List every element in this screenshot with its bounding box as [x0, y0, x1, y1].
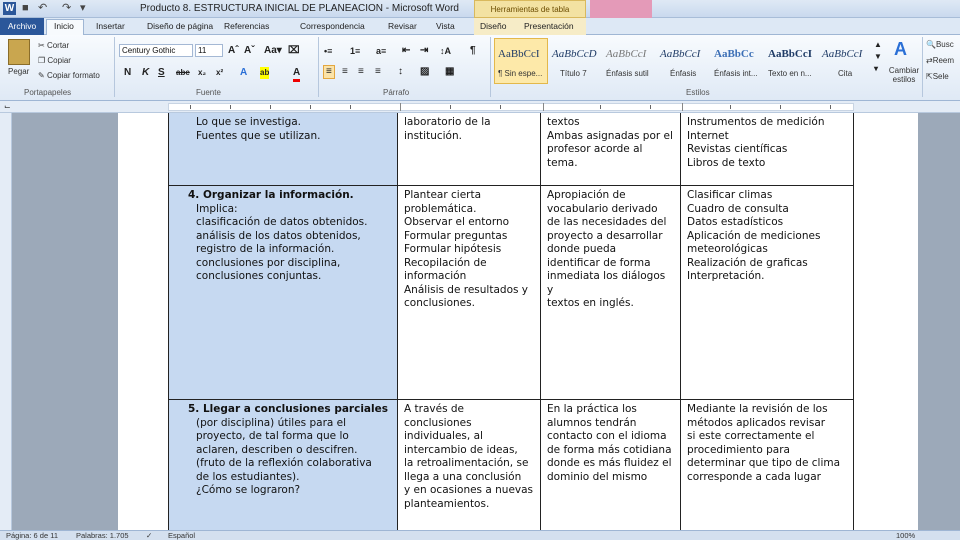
- document-area[interactable]: [12, 113, 960, 530]
- cell-line: Formular hipótesis: [404, 243, 502, 255]
- cell-line: En la práctica los: [547, 403, 637, 415]
- cell-line: Revistas científicas: [687, 143, 788, 155]
- tab-table-layout[interactable]: Presentación: [524, 21, 574, 31]
- style-preview[interactable]: AaBbCcI: [768, 48, 813, 60]
- style-preview[interactable]: AaBbCcI: [498, 48, 540, 60]
- cell-line: donde pueda: [547, 243, 617, 255]
- font-color-icon[interactable]: A: [293, 67, 300, 82]
- redo-icon[interactable]: ↷: [62, 2, 72, 14]
- table-cell[interactable]: [398, 400, 541, 531]
- group-divider: [318, 37, 319, 97]
- vertical-ruler[interactable]: [0, 113, 12, 530]
- group-divider: [490, 37, 491, 97]
- cell-line: información: [404, 270, 467, 282]
- cell-line: tema.: [547, 156, 578, 169]
- document-page[interactable]: [118, 113, 918, 530]
- decrease-indent-icon[interactable]: ⇤: [402, 45, 411, 56]
- cell-line: A través de conclusiones: [404, 403, 472, 429]
- cell-line: aclaren, describen o descifren.: [196, 443, 358, 456]
- cell-line: (fruto de la reflexión colaborativa: [196, 457, 372, 469]
- font-group-label: Fuente: [196, 88, 221, 97]
- ruler-tick: [270, 105, 271, 109]
- cell-line: contacto con el idioma: [547, 430, 667, 442]
- show-marks-icon[interactable]: ¶: [470, 45, 476, 56]
- ruler-tick: [650, 105, 651, 109]
- cell-line: conclusiones.: [404, 297, 475, 309]
- table-tools-context-label: Herramientas de tabla: [474, 0, 586, 18]
- borders-icon[interactable]: ▦: [445, 66, 455, 77]
- cell-line: profesor acorde al: [547, 143, 643, 155]
- zoom-level[interactable]: 100%: [896, 531, 916, 540]
- table-cell[interactable]: [398, 186, 541, 400]
- change-case-icon[interactable]: Aa▾: [264, 45, 282, 56]
- highlight-icon[interactable]: ab: [260, 68, 270, 77]
- shrink-font-icon[interactable]: Aˇ: [244, 45, 255, 56]
- strikethrough-button[interactable]: abe: [176, 68, 190, 77]
- cell-line: dominio del mismo: [547, 470, 648, 483]
- cell-line: y en ocasiones a nuevas: [404, 484, 534, 496]
- ruler-tick: [500, 105, 501, 109]
- ruler-tick: [230, 105, 231, 109]
- cell-line: determinar que tipo de clima: [687, 457, 841, 469]
- style-heading-7[interactable]: Título 7: [560, 69, 587, 78]
- ruler-tick: [730, 105, 731, 109]
- bullets-icon[interactable]: •≡: [324, 46, 333, 56]
- table-cell[interactable]: [169, 186, 398, 400]
- cell-line: Realización de graficas: [687, 256, 808, 269]
- style-emphasis[interactable]: Énfasis: [670, 69, 697, 78]
- cell-line: planteamientos.: [404, 497, 490, 510]
- cell-line: laboratorio de la: [404, 116, 491, 128]
- tab-file[interactable]: Archivo: [0, 18, 44, 35]
- change-styles-button[interactable]: Cambiar estilos: [888, 66, 920, 84]
- cell-line: Análisis de resultados y: [404, 283, 529, 296]
- align-left-button[interactable]: ≡: [323, 65, 335, 79]
- cell-line: Lo que se investiga.: [196, 116, 301, 128]
- cell-line: Ambas asignadas por el: [547, 129, 673, 142]
- cell-line: de forma más cotidiana: [547, 443, 672, 456]
- font-family-select[interactable]: Century Gothic: [119, 44, 193, 57]
- format-painter-button[interactable]: ✎ Copiar formato: [38, 71, 100, 80]
- ruler-tick: [450, 105, 451, 109]
- table-cell[interactable]: [681, 186, 854, 400]
- font-size-select[interactable]: 11: [195, 44, 223, 57]
- style-preview[interactable]: AaBbCcI: [660, 48, 701, 60]
- select-button[interactable]: ⇱Sele: [926, 72, 949, 81]
- page-count[interactable]: Página: 6 de 11: [6, 531, 58, 540]
- cell-line: problemática.: [404, 202, 477, 215]
- group-divider: [922, 37, 923, 97]
- table-cell[interactable]: [681, 113, 854, 186]
- cell-line: la retroalimentación, se: [404, 457, 529, 469]
- bold-button[interactable]: N: [124, 67, 132, 78]
- tab-table-design[interactable]: Diseño: [480, 21, 507, 31]
- replace-button[interactable]: ⇄Reem: [926, 56, 955, 65]
- italic-button[interactable]: K: [142, 67, 150, 78]
- align-right-button[interactable]: ≡: [358, 66, 364, 77]
- cell-line: Plantear cierta: [404, 189, 482, 201]
- column-marker[interactable]: [682, 103, 683, 111]
- cell-line: Cuadro de consulta: [687, 202, 789, 215]
- clipboard-group-label: Portapapeles: [24, 88, 72, 97]
- horizontal-ruler[interactable]: [0, 101, 960, 113]
- undo-icon[interactable]: ↶: [38, 2, 48, 14]
- cell-line: intercambio de ideas,: [404, 443, 518, 456]
- superscript-button[interactable]: x²: [216, 68, 224, 77]
- cell-line: Internet: [687, 129, 729, 142]
- sort-icon[interactable]: ↕A: [440, 46, 451, 56]
- copy-button[interactable]: ❐ Copiar: [38, 56, 71, 65]
- underline-button[interactable]: S: [158, 67, 165, 78]
- tab-page-layout[interactable]: Diseño de página: [147, 21, 214, 31]
- cell-line: Recopilación de: [404, 256, 487, 269]
- cut-button[interactable]: ✂ Cortar: [38, 41, 70, 50]
- style-no-spacing[interactable]: ¶ Sin espe...: [498, 69, 543, 78]
- cell-line: Formular preguntas: [404, 229, 508, 242]
- grow-font-icon[interactable]: Aˆ: [228, 45, 239, 56]
- cell-line: Instrumentos de medición: [687, 116, 825, 128]
- ribbon: [0, 35, 960, 101]
- cell-line: Implica:: [196, 202, 238, 215]
- subscript-button[interactable]: x₂: [198, 68, 207, 77]
- cell-line: individuales, al: [404, 430, 483, 442]
- save-icon[interactable]: ■: [22, 2, 29, 14]
- cell-line: vocabulario derivado: [547, 202, 658, 215]
- paragraph-group-label: Párrafo: [383, 88, 410, 97]
- ruler-tick: [190, 105, 191, 109]
- cell-line: Libros de texto: [687, 156, 766, 169]
- cell-line: donde es más fluidez el: [547, 457, 672, 469]
- style-preview[interactable]: AaBbCcI: [822, 48, 863, 60]
- cut-label: Cortar: [46, 41, 70, 50]
- cell-line: Fuentes que se utilizan.: [196, 129, 321, 142]
- ruler-tick: [780, 105, 781, 109]
- tab-mailings[interactable]: Correspondencia: [300, 21, 365, 31]
- styles-group-label: Estilos: [686, 88, 710, 97]
- styles-scroll-icon[interactable]: ▲ ▼ ▾: [874, 40, 882, 73]
- cell-line: Datos estadísticos: [687, 216, 784, 228]
- planning-table[interactable]: [168, 113, 854, 530]
- find-label: Busc: [935, 40, 954, 49]
- table-cell[interactable]: [169, 113, 398, 186]
- cell-line: de las necesidades del: [547, 216, 667, 228]
- cell-line: (por disciplina) útiles para el: [196, 416, 347, 429]
- cell-line: registro de la información.: [196, 243, 335, 255]
- clear-format-icon[interactable]: ⌧: [288, 45, 300, 56]
- group-divider: [114, 37, 115, 97]
- context-tab-accent: [590, 0, 652, 18]
- table-row: [169, 186, 854, 400]
- status-bar: [0, 530, 960, 540]
- language-indicator[interactable]: Español: [168, 531, 196, 540]
- window-title: Producto 8. ESTRUCTURA INICIAL DE PLANEACION - Microsoft Word: [140, 3, 459, 14]
- style-preview[interactable]: AaBbCc: [714, 48, 754, 60]
- style-intense-emphasis[interactable]: Énfasis int...: [714, 69, 758, 78]
- cell-line: corresponde a cada lugar: [687, 470, 821, 483]
- table-cell[interactable]: [169, 400, 398, 531]
- paste-button[interactable]: Pegar: [8, 67, 30, 76]
- cell-line: inmediata los diálogos y: [547, 270, 666, 296]
- cell-line: conclusiones conjuntas.: [196, 270, 322, 282]
- style-strong[interactable]: Texto en n...: [768, 69, 812, 78]
- cell-line: textos: [547, 116, 580, 128]
- cell-line: Apropiación de: [547, 189, 626, 201]
- cell-line: proyecto a desarrollar: [547, 229, 663, 242]
- ruler-tick: [310, 105, 311, 109]
- column-marker[interactable]: [543, 103, 544, 111]
- justify-button[interactable]: ≡: [375, 66, 381, 77]
- tab-selector-icon[interactable]: ⌙: [4, 102, 11, 111]
- copy-label: Copiar: [47, 56, 71, 65]
- tab-insert[interactable]: Insertar: [96, 21, 125, 31]
- ruler-tick: [830, 105, 831, 109]
- table-cell[interactable]: [398, 113, 541, 186]
- increase-indent-icon[interactable]: ⇥: [420, 45, 429, 56]
- replace-label: Reem: [932, 56, 955, 65]
- cell-line: textos en inglés.: [547, 297, 634, 309]
- format-painter-label: Copiar formato: [46, 71, 100, 80]
- cell-line: Mediante la revisión de los: [687, 403, 828, 415]
- word-count[interactable]: Palabras: 1.705: [76, 531, 129, 540]
- table-cell[interactable]: [541, 186, 681, 400]
- cell-heading: 5. Llegar a conclusiones parciales: [188, 403, 388, 415]
- shading-icon[interactable]: ▨: [420, 66, 430, 77]
- cell-line: si este correctamente el: [687, 430, 815, 442]
- column-marker[interactable]: [400, 103, 401, 111]
- cell-line: conclusiones por disciplina,: [196, 256, 341, 269]
- style-quote[interactable]: Cita: [838, 69, 853, 78]
- tab-references[interactable]: Referencias: [224, 21, 270, 31]
- cell-line: llega a una conclusión: [404, 470, 522, 483]
- tab-review[interactable]: Revisar: [388, 21, 417, 31]
- numbering-icon[interactable]: 1≡: [350, 46, 361, 56]
- cell-line: identificar de forma: [547, 256, 651, 269]
- change-styles-icon[interactable]: A: [894, 39, 907, 59]
- cell-line: procedimiento para: [687, 443, 790, 456]
- line-spacing-icon[interactable]: ↕: [398, 66, 403, 77]
- text-effects-icon[interactable]: A: [240, 67, 248, 78]
- word-app-icon[interactable]: W: [4, 3, 15, 14]
- table-cell[interactable]: [541, 400, 681, 531]
- cell-heading: 4. Organizar la información.: [188, 189, 354, 201]
- table-cell[interactable]: [681, 400, 854, 531]
- cell-line: proyecto, de tal forma que lo: [196, 430, 349, 442]
- title-bar: [0, 0, 960, 18]
- cell-line: de los estudiantes).: [196, 470, 300, 483]
- find-button[interactable]: 🔍Busc: [926, 40, 954, 49]
- style-preview[interactable]: AaBbCcI: [606, 48, 647, 60]
- paste-icon[interactable]: [8, 39, 30, 65]
- proofing-icon[interactable]: ✓: [146, 531, 153, 540]
- cell-line: alumnos tendrán: [547, 416, 637, 429]
- tab-home[interactable]: Inicio: [54, 21, 74, 31]
- cell-line: Clasificar climas: [687, 189, 773, 201]
- table-cell[interactable]: [541, 113, 681, 186]
- cell-line: ¿Cómo se lograron?: [196, 484, 301, 496]
- table-row: [169, 400, 854, 531]
- select-label: Sele: [932, 72, 949, 81]
- style-preview[interactable]: AaBbCcD: [552, 48, 597, 60]
- ruler-tick: [600, 105, 601, 109]
- customize-qat-icon[interactable]: ▾: [80, 2, 86, 14]
- cell-line: análisis de los datos obtenidos,: [196, 229, 361, 242]
- cell-line: métodos aplicados revisar: [687, 416, 826, 429]
- table-row: [169, 113, 854, 186]
- cell-line: Aplicación de mediciones: [687, 229, 821, 242]
- multilevel-list-icon[interactable]: a≡: [376, 46, 387, 56]
- align-center-button[interactable]: ≡: [342, 66, 348, 77]
- cell-line: meteorológicas: [687, 243, 768, 255]
- cell-line: Interpretación.: [687, 270, 765, 282]
- style-subtle-emphasis[interactable]: Énfasis sutil: [606, 69, 649, 78]
- ribbon-tabs: [0, 18, 960, 35]
- cell-line: clasificación de datos obtenidos.: [196, 216, 368, 228]
- cell-line: institución.: [404, 129, 462, 142]
- ruler-tick: [350, 105, 351, 109]
- cell-line: Observar el entorno: [404, 216, 510, 228]
- tab-view[interactable]: Vista: [436, 21, 455, 31]
